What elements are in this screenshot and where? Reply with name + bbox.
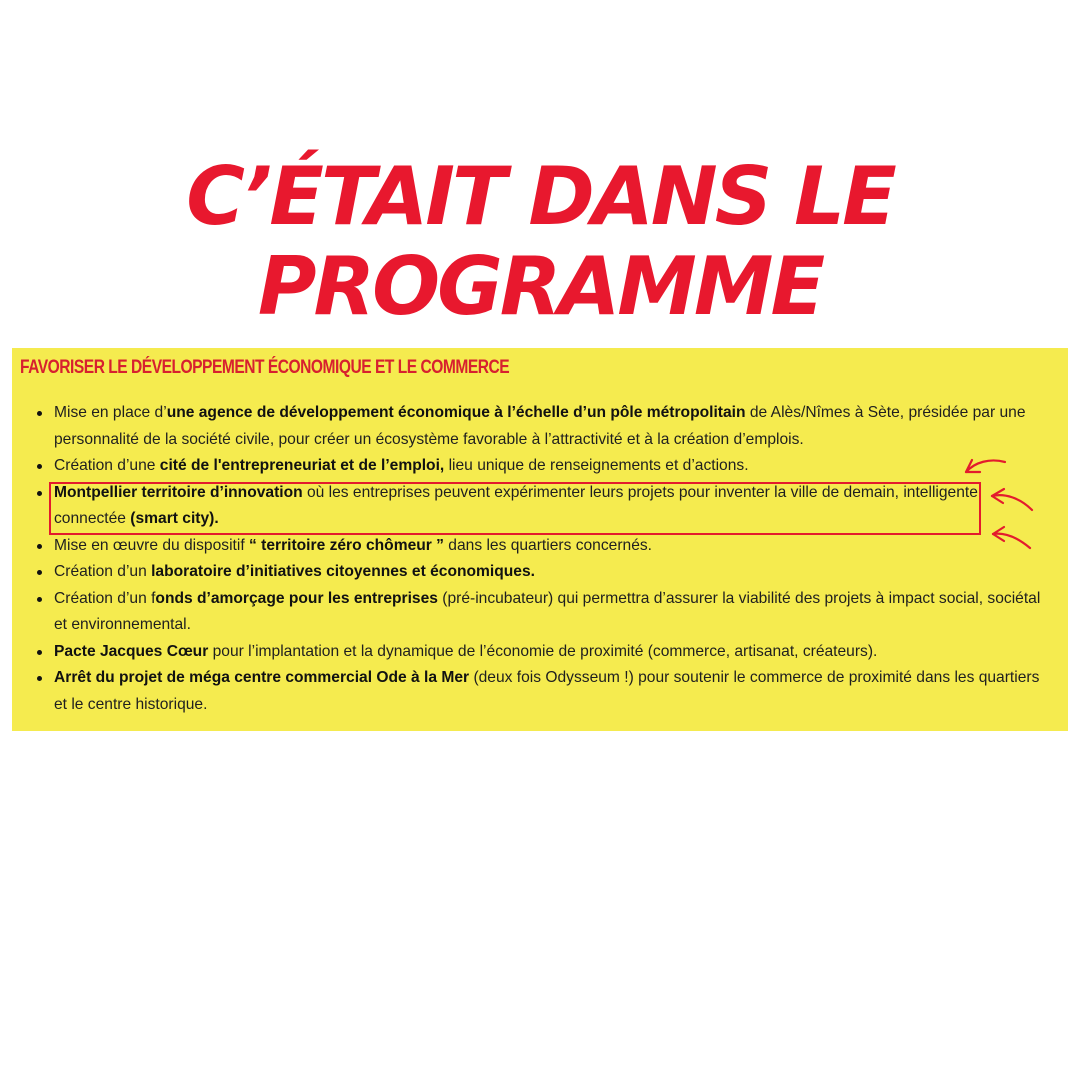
item-text: lieu unique de renseignements et d’actions. <box>444 457 749 474</box>
list-item <box>54 533 1054 560</box>
item-bold-text: Arrêt du projet de méga centre commercial Ode à la Mer <box>54 669 470 686</box>
highlight-box <box>49 482 981 535</box>
item-text: Création d’un f <box>54 589 156 607</box>
list-item <box>54 639 1054 666</box>
item-text: Mise en œuvre du dispositif <box>54 536 249 554</box>
item-text: (pré-incubateur) qui permettra d’assurer la viabilité des projets à impact social, sociétal et environnemental. <box>54 589 1041 633</box>
headline <box>0 149 1080 333</box>
item-bold-text: (smart city). <box>130 510 219 527</box>
item-bold-text: laboratoire d’initiatives citoyennes et économiques. <box>151 563 535 580</box>
item-text: Mise en place d’ <box>54 404 167 421</box>
section-title: FAVORISER LE DÉVELOPPEMENT ÉCONOMIQUE ET LE COMMERCE <box>20 357 510 378</box>
item-text: Création d’une <box>54 457 160 474</box>
list-item <box>54 400 1054 453</box>
item-text: Création d’un <box>54 563 152 580</box>
item-text: pour l’implantation et la dynamique de l’économie de proximité (commerce, artisanat, créateurs). <box>208 642 878 660</box>
item-bold-text: une agence de développement économique à l’échelle d’un pôle métropolitain <box>166 404 746 421</box>
item-text: dans les quartiers concernés. <box>443 536 652 554</box>
item-bold-text: Montpellier territoire d’innovation <box>54 483 303 501</box>
item-text: de Alès/Nîmes à Sète, présidée par une personnalité de la société civile, pour créer un écosystème favorable à l’attractivité et à la création d’emplois. <box>54 404 1026 448</box>
headline-line-1: C’ÉTAIT DANS LE <box>186 149 894 243</box>
item-text: où les entreprises peuvent expérimenter leurs projets pour inventer la ville de demain, intelligente, connectée <box>54 483 983 527</box>
program-panel <box>12 348 1068 731</box>
item-bold-text: Pacte Jacques Cœur <box>54 642 209 660</box>
headline-line-2: PROGRAMME <box>257 239 823 333</box>
list-item <box>54 665 1054 718</box>
program-list <box>54 400 1054 718</box>
item-bold-text: “ territoire zéro chômeur ” <box>249 536 444 554</box>
item-text: (deux fois Odysseum !) pour soutenir le commerce de proximité dans les quartiers et le centre historique. <box>54 669 1040 713</box>
list-item <box>54 453 1054 480</box>
item-bold-text: onds d’amorçage pour les entreprises <box>155 589 438 607</box>
list-item <box>54 586 1054 639</box>
list-item <box>54 559 1054 586</box>
item-bold-text: cité de l'entrepreneuriat et de l’emploi, <box>159 457 445 474</box>
